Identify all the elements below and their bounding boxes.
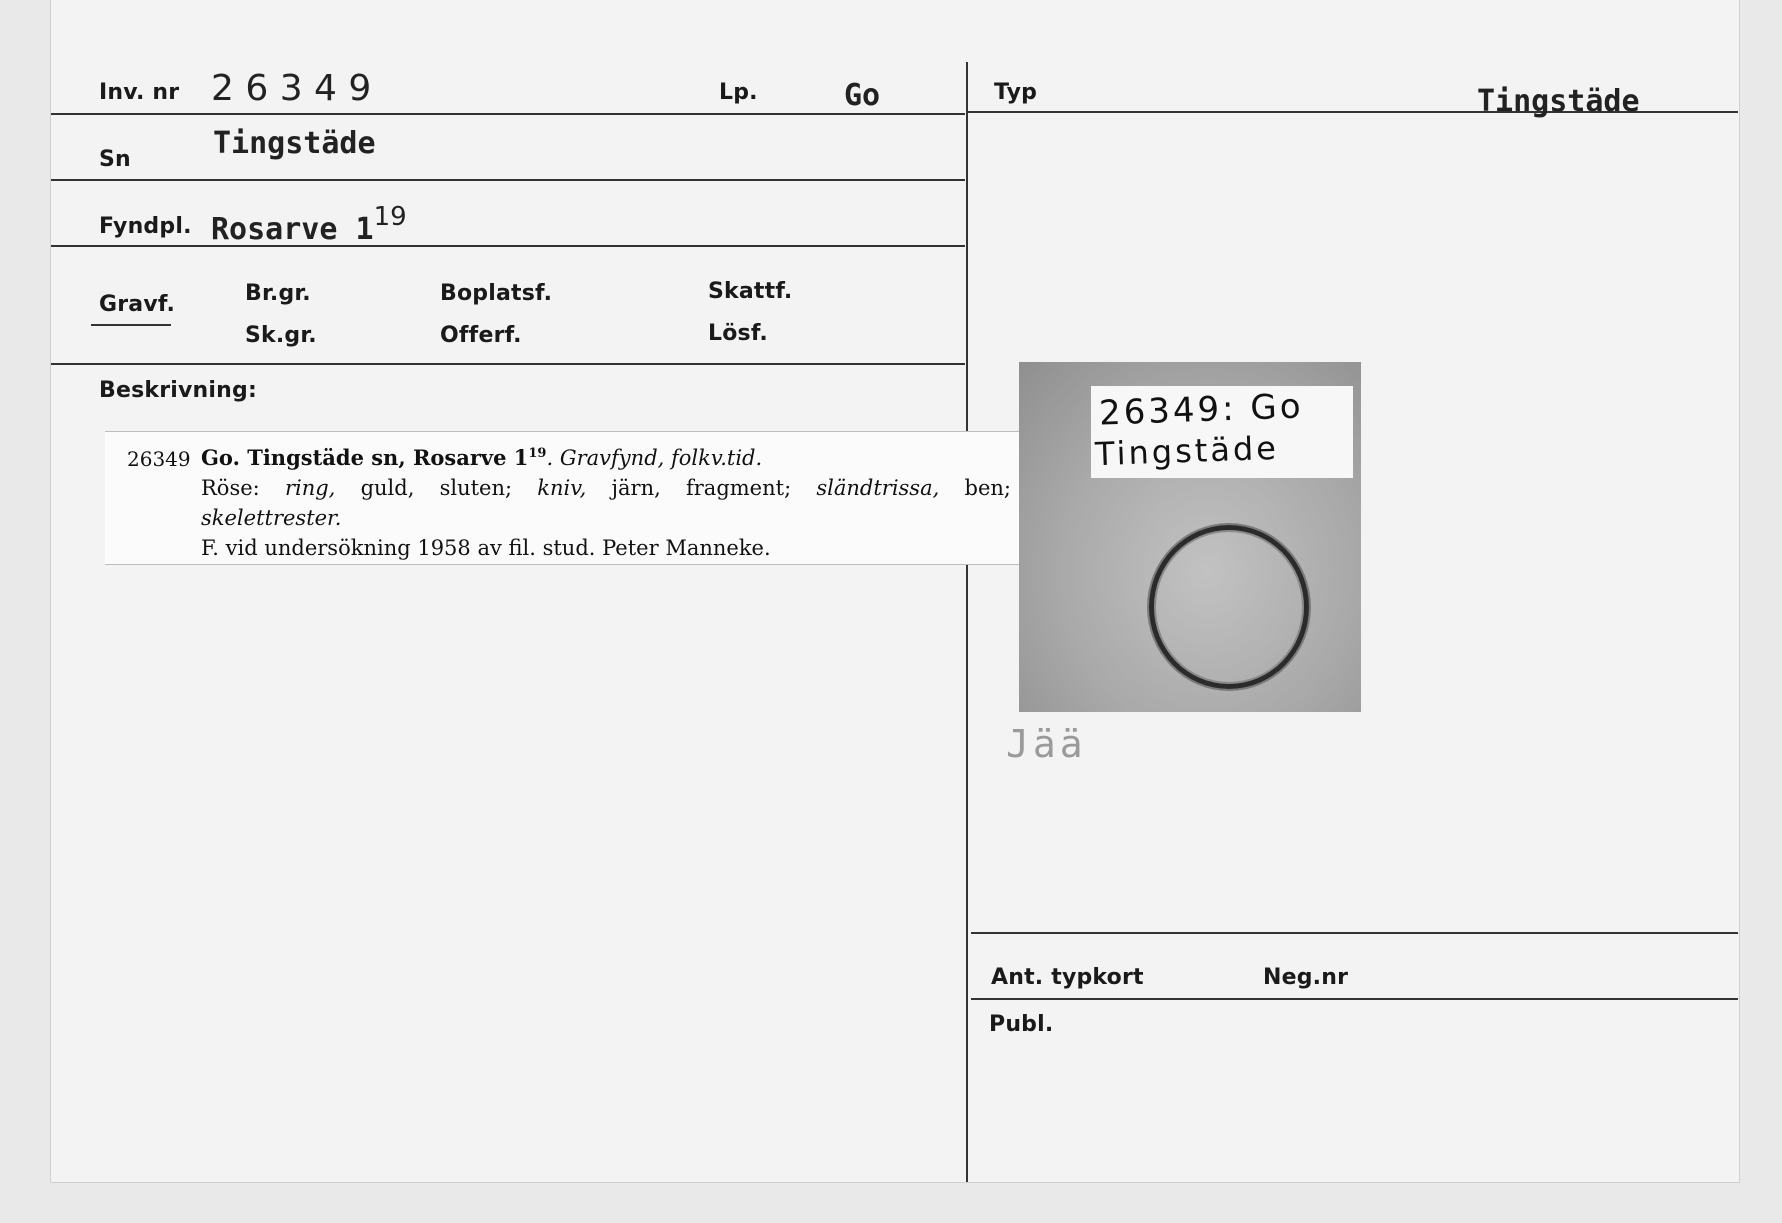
category-boplatsf: Boplatsf. bbox=[440, 281, 553, 306]
fyndpl-superscript: 19 bbox=[373, 202, 407, 232]
clipping-site: Go. Tingstäde sn, Rosarve $1^{19}$ bbox=[201, 445, 547, 470]
category-skgr: Sk.gr. bbox=[245, 323, 317, 348]
fyndpl-text: Rosarve 1 bbox=[211, 212, 374, 247]
ring-artifact-icon bbox=[1149, 525, 1309, 689]
photo-label-tag bbox=[1091, 386, 1353, 478]
rule-inv bbox=[51, 113, 965, 115]
sn-label: Sn bbox=[99, 147, 131, 172]
fyndpl-value bbox=[211, 202, 407, 247]
photo-label-line-2: Tingstäde bbox=[1094, 428, 1280, 474]
faint-stamp: Jää bbox=[1006, 722, 1087, 766]
clipping-line-3: skelettrester. bbox=[201, 506, 342, 530]
neg-nr-label: Neg.nr bbox=[1263, 965, 1349, 990]
catalog-card bbox=[50, 0, 1740, 1183]
clipping-text bbox=[201, 439, 1011, 563]
ant-typkort-label: Ant. typkort bbox=[991, 965, 1144, 990]
category-losf: Lösf. bbox=[708, 321, 768, 346]
column-divider bbox=[966, 62, 968, 1182]
sn-value: Tingstäde bbox=[213, 126, 376, 161]
description-clipping bbox=[105, 431, 1023, 565]
publ-label: Publ. bbox=[989, 1012, 1054, 1037]
gravf-underline bbox=[91, 324, 171, 326]
category-skattf: Skattf. bbox=[708, 279, 793, 304]
rule-footer-mid bbox=[971, 998, 1738, 1000]
category-brgr: Br.gr. bbox=[245, 281, 311, 306]
rule-footer-top bbox=[971, 932, 1738, 934]
lp-label: Lp. bbox=[719, 80, 758, 105]
beskrivning-label: Beskrivning: bbox=[99, 378, 257, 403]
rule-fyndpl bbox=[51, 245, 965, 247]
inv-number: 2 6 3 4 9 bbox=[211, 68, 372, 109]
rule-sn bbox=[51, 179, 965, 181]
photo-label-line-1: 26349: Go bbox=[1098, 386, 1305, 434]
fyndpl-label: Fyndpl. bbox=[99, 214, 192, 239]
clipping-type: . Gravfynd, folkv.tid. bbox=[546, 446, 763, 470]
clipping-line-4: F. vid undersökning 1958 av fil. stud. Peter Manneke. bbox=[201, 536, 771, 560]
clipping-line-2: Röse: ring, guld, sluten; kniv, järn, fragment; sländtrissa, ben; bbox=[201, 476, 1011, 500]
typ-label: Typ bbox=[994, 80, 1038, 105]
inv-label: Inv. nr bbox=[99, 80, 180, 105]
artifact-photo bbox=[1019, 362, 1361, 712]
clipping-number: 26349 bbox=[127, 447, 191, 471]
typ-value: Tingstäde bbox=[1477, 84, 1640, 119]
category-gravf: Gravf. bbox=[99, 292, 176, 317]
lp-value: Go bbox=[844, 78, 881, 113]
rule-categories bbox=[51, 363, 965, 365]
category-offerf: Offerf. bbox=[440, 323, 522, 348]
clipping-line-1 bbox=[201, 439, 1011, 473]
